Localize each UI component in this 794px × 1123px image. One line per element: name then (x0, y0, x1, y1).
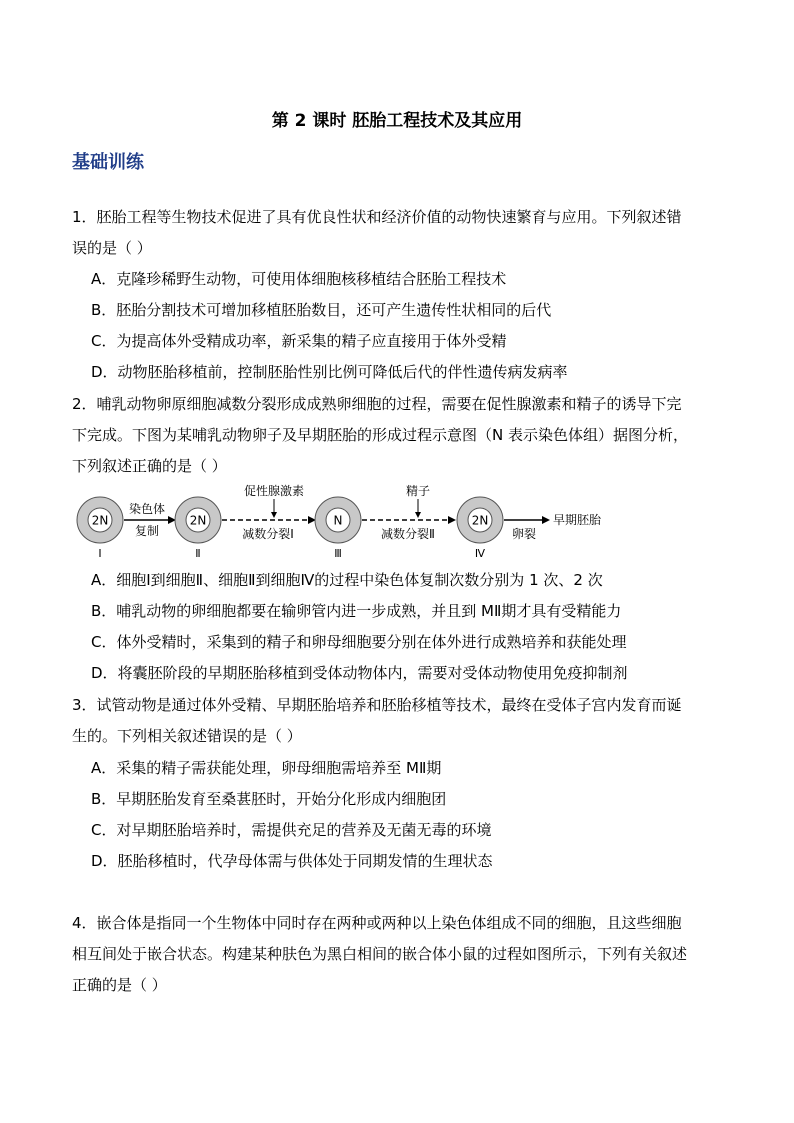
question-2-option-a: A．细胞Ⅰ到细胞Ⅱ、细胞Ⅱ到细胞Ⅳ的过程中染色体复制次数分别为 1 次、2 次 (91, 571, 603, 589)
cell-1-label: 2N (91, 513, 109, 528)
cell-3-roman: Ⅲ (334, 547, 342, 560)
cell-2-roman: Ⅱ (195, 547, 201, 560)
question-4-stem-line-2: 相互间处于嵌合状态。构建某种肤色为黑白相间的嵌合体小鼠的过程如图所示，下列有关叙述 (72, 945, 688, 963)
cell-3 (315, 497, 361, 560)
hormone-label: 促性腺激素 (243, 484, 305, 498)
question-1-stem-line-1: 1．胚胎工程等生物技术促进了具有优良性状和经济价值的动物快速繁育与应用。下列叙述错 (72, 208, 682, 226)
question-3-stem-line-2: 生的。下列相关叙述错误的是（ ） (72, 727, 302, 745)
cell-1 (77, 497, 123, 560)
question-2-stem-line-2: 下完成。下图为某哺乳动物卵子及早期胚胎的形成过程示意图（N 表示染色体组）据图分析， (72, 426, 688, 444)
section-title: 基础训练 (72, 152, 144, 173)
question-1-option-a: A．克隆珍稀野生动物，可使用体细胞核移植结合胚胎工程技术 (91, 270, 507, 288)
cell-2 (175, 497, 221, 560)
question-1-option-d: D．动物胚胎移植前，控制胚胎性别比例可降低后代的伴性遗传病发病率 (91, 363, 568, 381)
question-2-option-b: B．哺乳动物的卵细胞都要在输卵管内进一步成熟，并且到 MⅡ期才具有受精能力 (91, 602, 622, 620)
question-3-stem-line-1: 3．试管动物是通过体外受精、早期胚胎培养和胚胎移植等技术，最终在受体子宫内发育而诞 (72, 696, 682, 714)
step1-bottom-label: 复制 (134, 524, 160, 538)
cleavage-label: 卵裂 (511, 527, 537, 541)
question-1-stem-line-2: 误的是（ ） (72, 239, 152, 257)
cell-2-label: 2N (189, 513, 207, 528)
question-2-option-d: D．将囊胚阶段的早期胚胎移植到受体动物体内，需要对受体动物使用免疫抑制剂 (91, 664, 628, 682)
oocyte-formation-diagram (72, 480, 632, 565)
step1-top-label: 染色体 (128, 502, 166, 516)
question-1-option-c: C．为提高体外受精成功率，新采集的精子应直接用于体外受精 (91, 332, 507, 350)
page-title: 第 2 课时 胚胎工程技术及其应用 (271, 111, 523, 131)
question-2-stem-line-3: 下列叙述正确的是（ ） (72, 457, 227, 475)
question-3-option-a: A．采集的精子需获能处理，卵母细胞需培养至 MⅡ期 (91, 759, 442, 777)
cell-4-roman: Ⅳ (474, 547, 486, 560)
question-4-stem-line-3: 正确的是（ ） (72, 976, 167, 994)
meiosis-1-label: 减数分裂Ⅰ (242, 527, 294, 541)
cell-1-roman: Ⅰ (98, 547, 102, 560)
cell-4-label: 2N (471, 513, 489, 528)
cell-4 (457, 497, 503, 560)
question-3-option-c: C．对早期胚胎培养时，需提供充足的营养及无菌无毒的环境 (91, 821, 492, 839)
meiosis-2-label: 减数分裂Ⅱ (381, 527, 435, 541)
question-1-option-b: B．胚胎分割技术可增加移植胚胎数目，还可产生遗传性状相同的后代 (91, 301, 552, 319)
question-3-option-b: B．早期胚胎发育至桑葚胚时，开始分化形成内细胞团 (91, 790, 447, 808)
question-2-stem-line-1: 2．哺乳动物卵原细胞减数分裂形成成熟卵细胞的过程，需要在促性腺激素和精子的诱导下完 (72, 395, 682, 413)
question-2-option-c: C．体外受精时，采集到的精子和卵母细胞要分别在体外进行成熟培养和获能处理 (91, 633, 627, 651)
sperm-label: 精子 (405, 484, 431, 498)
cell-3-label: N (333, 513, 343, 528)
question-4-stem-line-1: 4．嵌合体是指同一个生物体中同时存在两种或两种以上染色体组成不同的细胞，且这些细胞 (72, 914, 682, 932)
question-3-option-d: D．胚胎移植时，代孕母体需与供体处于同期发情的生理状态 (91, 852, 493, 870)
early-embryo-label: 早期胚胎 (553, 513, 602, 527)
